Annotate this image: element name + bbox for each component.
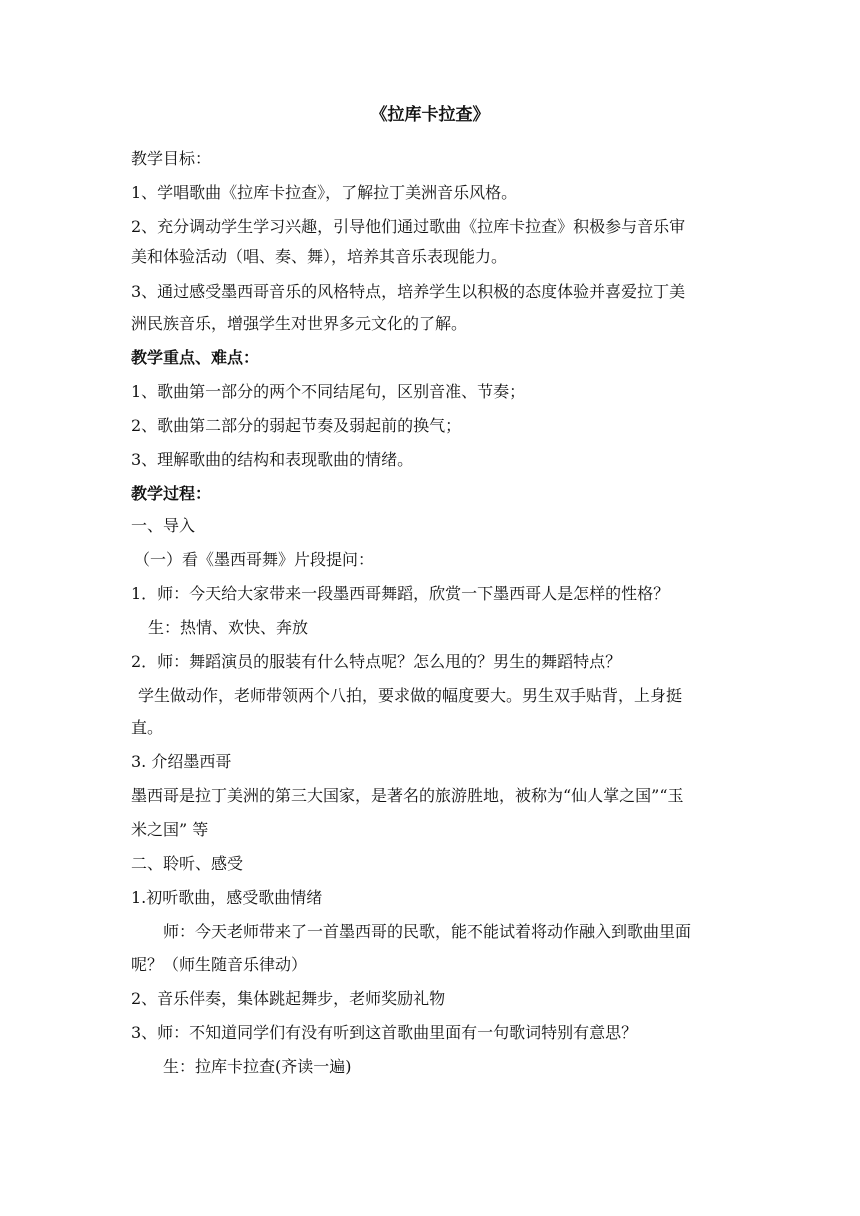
text-line: 教学目标：: [131, 149, 212, 168]
text-line: 3. 介绍墨西哥: [131, 752, 232, 771]
text-line: 3、理解歌曲的结构和表现歌曲的情绪。: [131, 450, 414, 469]
text-line: 洲民族音乐，增强学生对世界多元文化的了解。: [131, 314, 468, 333]
text-line: 师：今天老师带来了一首墨西哥的民歌，能不能试着将动作融入到歌曲里面: [163, 922, 692, 941]
text-line: 1、学唱歌曲《拉库卡拉查》，了解拉丁美洲音乐风格。: [131, 183, 518, 202]
text-line: 墨西哥是拉丁美洲的第三大国家，是著名的旅游胜地，被称为“仙人掌之国”“玉: [131, 786, 684, 805]
text-line: 生：热情、欢快、奔放: [148, 618, 309, 637]
text-line: 生：拉库卡拉查(齐读一遍): [163, 1057, 352, 1076]
text-line: 米之国” 等: [131, 820, 209, 839]
section-heading: 教学过程：: [131, 484, 212, 503]
text-line: 1.初听歌曲，感受歌曲情绪: [131, 888, 323, 907]
text-line: （一）看《墨西哥舞》片段提问：: [134, 550, 375, 569]
text-line: 美和体验活动（唱、奏、舞），培养其音乐表现能力。: [131, 247, 508, 266]
text-line: 呢？（师生随音乐律动）: [131, 955, 308, 974]
section-heading: 二、聆听、感受: [131, 854, 244, 873]
text-line: 直。: [131, 718, 164, 737]
text-line: 2、充分调动学生学习兴趣，引导他们通过歌曲《拉库卡拉查》积极参与音乐审: [131, 217, 686, 236]
text-line: 1．师：今天给大家带来一段墨西哥舞蹈，欣赏一下墨西哥人是怎样的性格？: [131, 584, 670, 603]
text-line: 2、音乐伴奏，集体跳起舞步，老师奖励礼物: [131, 989, 446, 1008]
text-line: 1、歌曲第一部分的两个不同结尾句，区别音准、节奏；: [131, 382, 526, 401]
text-line: 2．师：舞蹈演员的服装有什么特点呢？怎么甩的？男生的舞蹈特点？: [131, 652, 622, 671]
document-title: 《拉库卡拉查》: [370, 105, 490, 125]
text-line: 3、师：不知道同学们有没有听到这首歌曲里面有一句歌词特别有意思？: [131, 1023, 638, 1042]
text-line: 学生做动作，老师带领两个八拍，要求做的幅度要大。男生双手贴背，上身挺: [138, 686, 683, 705]
text-line: 2、歌曲第二部分的弱起节奏及弱起前的换气；: [131, 416, 462, 435]
text-line: 3、通过感受墨西哥音乐的风格特点，培养学生以积极的态度体验并喜爱拉丁美: [131, 282, 686, 301]
text-line: 一、导入: [131, 516, 196, 535]
section-heading: 教学重点、难点：: [131, 348, 260, 367]
